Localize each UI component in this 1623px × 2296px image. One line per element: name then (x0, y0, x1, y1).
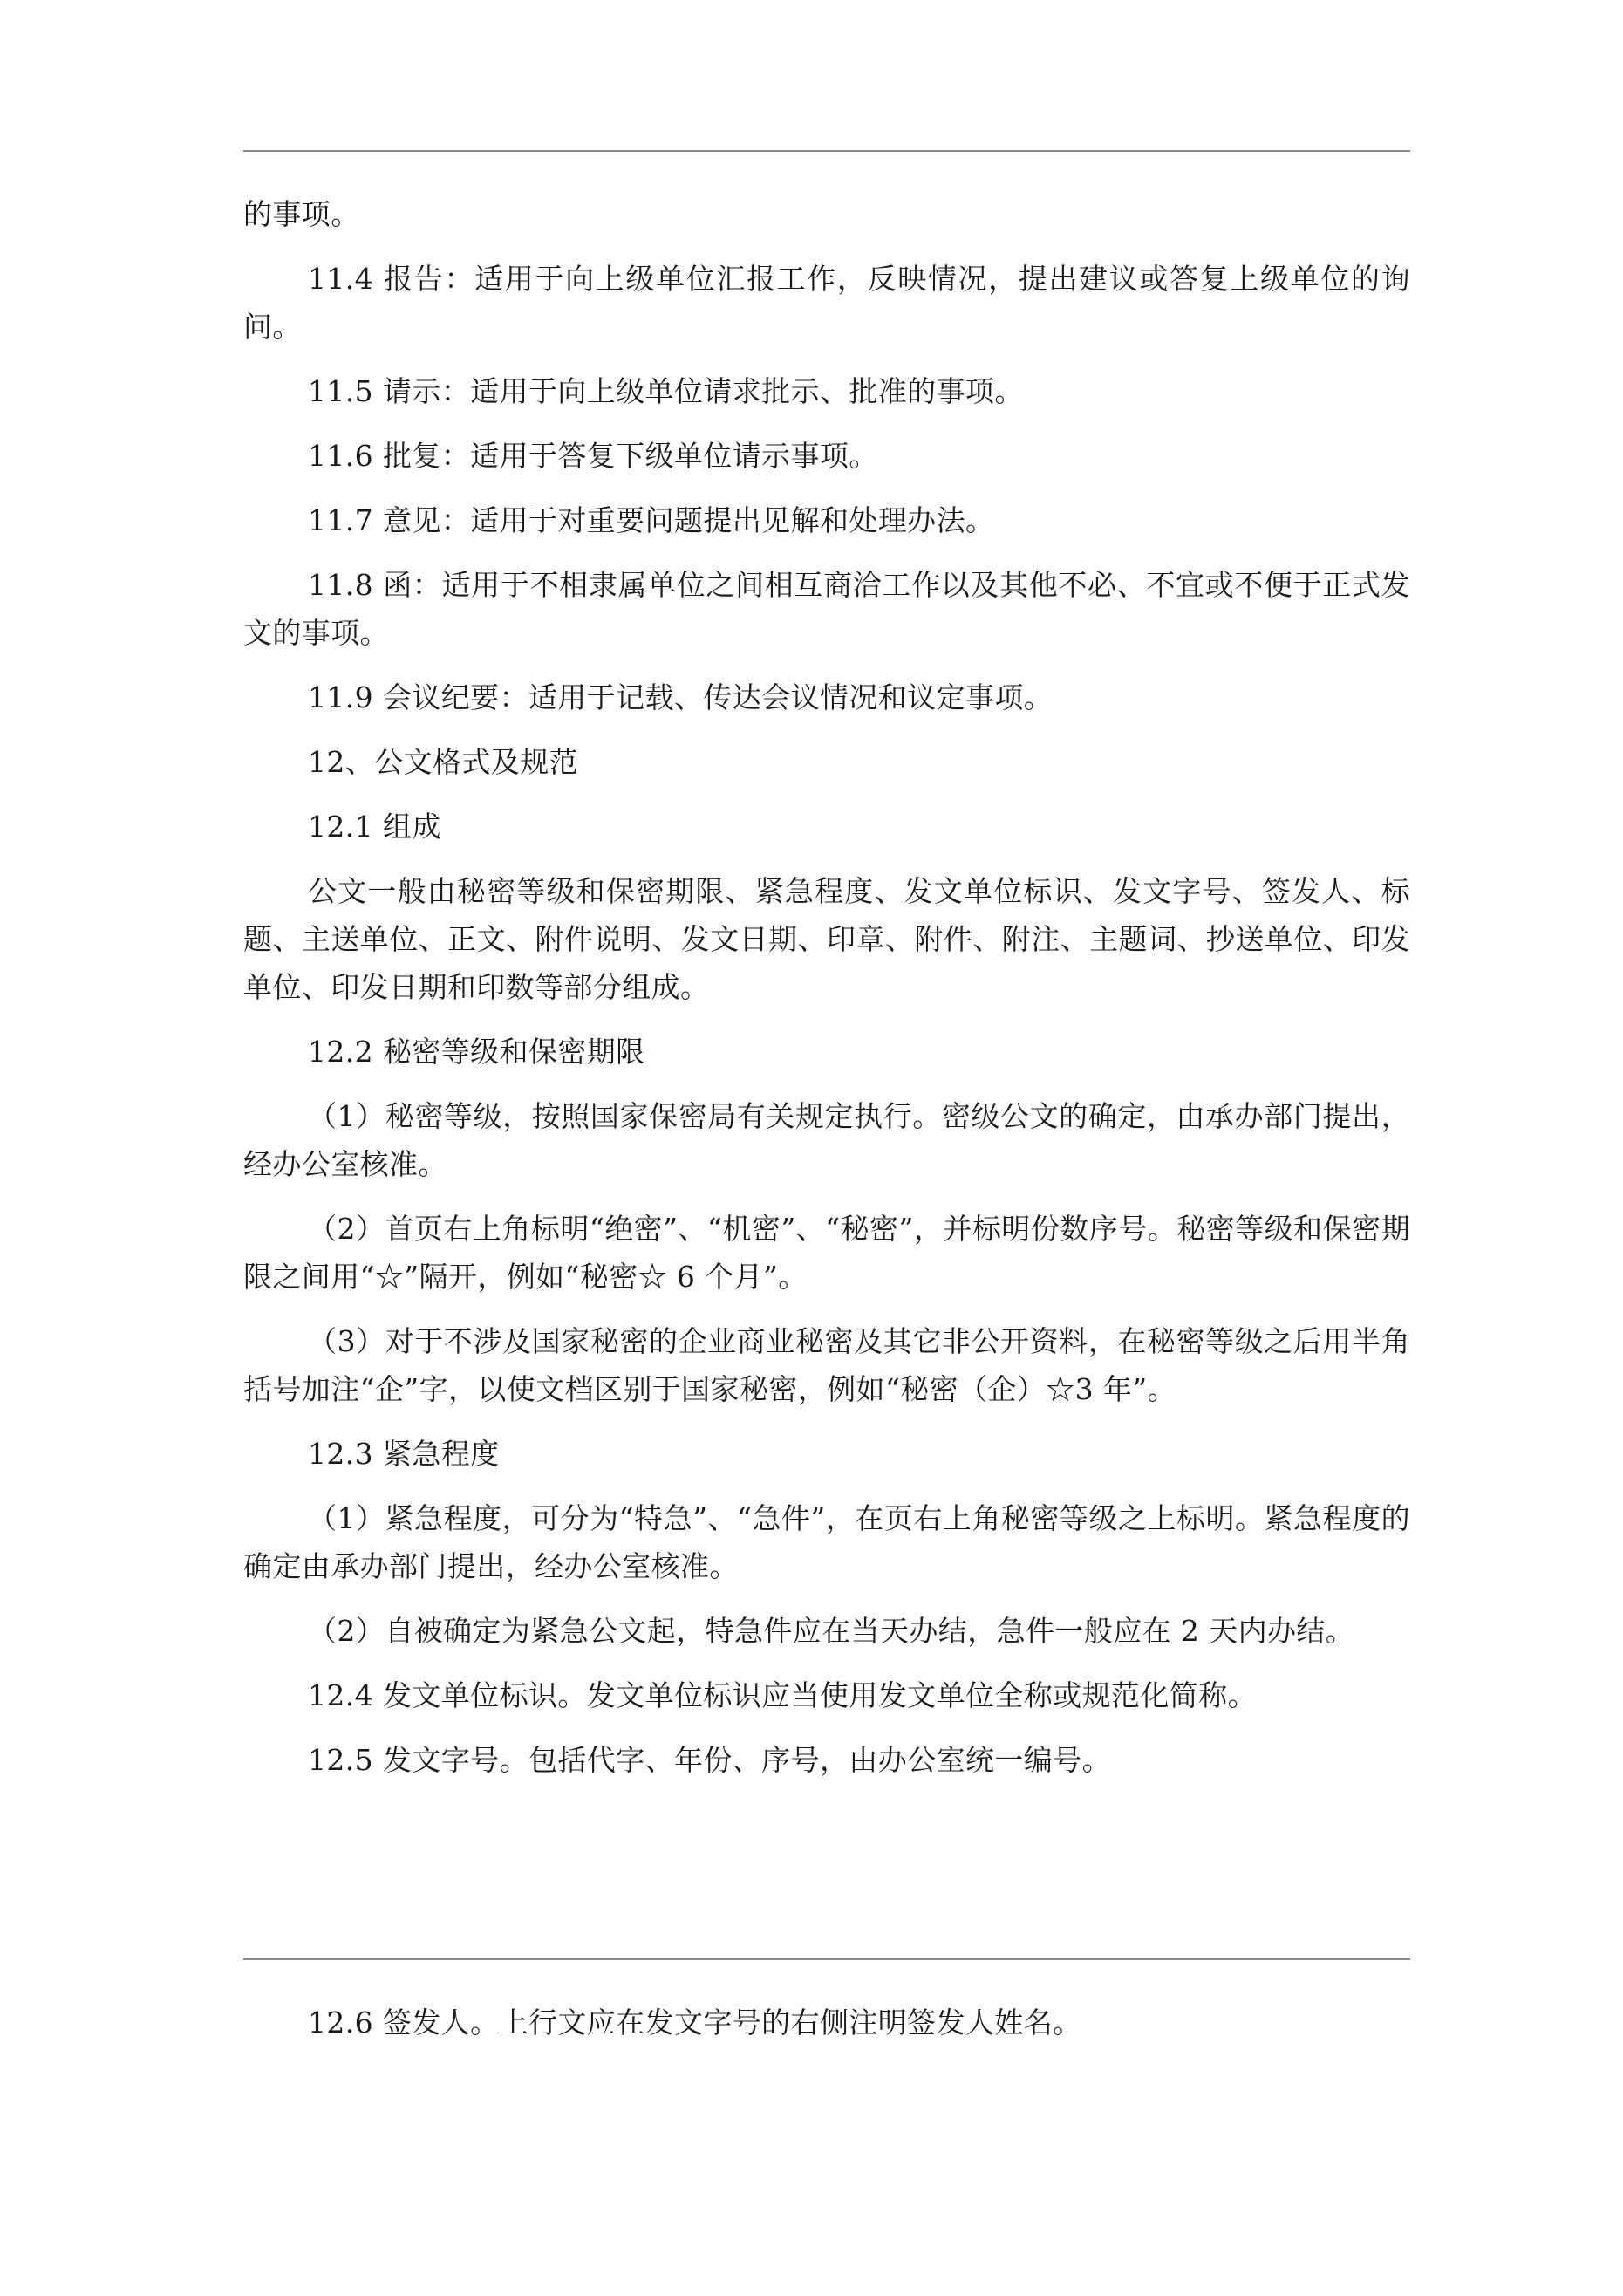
paragraph: （3）对于不涉及国家秘密的企业商业秘密及其它非公开资料，在秘密等级之后用半角括号加注“企”字，以使文档区别于国家秘密，例如“秘密（企）☆3 年”。 (243, 1324, 1410, 1406)
subsection-heading: 12.2 秘密等级和保密期限 (308, 1035, 645, 1069)
section-heading: 12、公文格式及规范 (308, 745, 578, 779)
page-break-rule (243, 1958, 1410, 1960)
paragraph: 12.4 发文单位标识。发文单位标识应当使用发文单位全称或规范化简称。 (308, 1678, 1257, 1712)
paragraph: 11.6 批复：适用于答复下级单位请示事项。 (308, 439, 878, 473)
paragraph: （2）自被确定为紧急公文起，特急件应在当天办结，急件一般应在 2 天内办结。 (308, 1614, 1355, 1648)
paragraph: （1）紧急程度，可分为“特急”、“急件”，在页右上角秘密等级之上标明。紧急程度的确定由承办部门提出，经办公室核准。 (243, 1501, 1410, 1583)
paragraph: 12.5 发文字号。包括代字、年份、序号，由办公室统一编号。 (308, 1743, 1111, 1777)
paragraph: （1）秘密等级，按照国家保密局有关规定执行。密级公文的确定，由承办部门提出，经办公室核准。 (243, 1099, 1410, 1181)
paragraph: 的事项。 (243, 197, 360, 231)
paragraph: 11.9 会议纪要：适用于记载、传达会议情况和议定事项。 (308, 680, 1054, 714)
paragraph: 12.6 签发人。上行文应在发文字号的右侧注明签发人姓名。 (308, 2006, 1082, 2040)
paragraph: 11.5 请示：适用于向上级单位请求批示、批准的事项。 (308, 374, 1024, 408)
paragraph: 公文一般由秘密等级和保密期限、紧急程度、发文单位标识、发文字号、签发人、标题、主送单位、正文、附件说明、发文日期、印章、附件、附注、主题词、抄送单位、印发单位、印发日期和印数等部分组成。 (243, 874, 1410, 1004)
paragraph: （2）首页右上角标明“绝密”、“机密”、“秘密”，并标明份数序号。秘密等级和保密期限之间用“☆”隔开，例如“秘密☆ 6 个月”。 (243, 1212, 1410, 1294)
next-page-body (243, 1999, 1410, 2047)
paragraph: 11.8 函：适用于不相隶属单位之间相互商洽工作以及其他不必、不宜或不便于正式发文的事项。 (243, 568, 1410, 650)
header-rule (243, 150, 1410, 152)
paragraph: 11.4 报告：适用于向上级单位汇报工作，反映情况，提出建议或答复上级单位的询问。 (243, 262, 1410, 344)
subsection-heading: 12.3 紧急程度 (308, 1437, 500, 1471)
page-body (243, 190, 1410, 1801)
paragraph: 11.7 意见：适用于对重要问题提出见解和处理办法。 (308, 503, 995, 537)
subsection-heading: 12.1 组成 (308, 810, 441, 844)
